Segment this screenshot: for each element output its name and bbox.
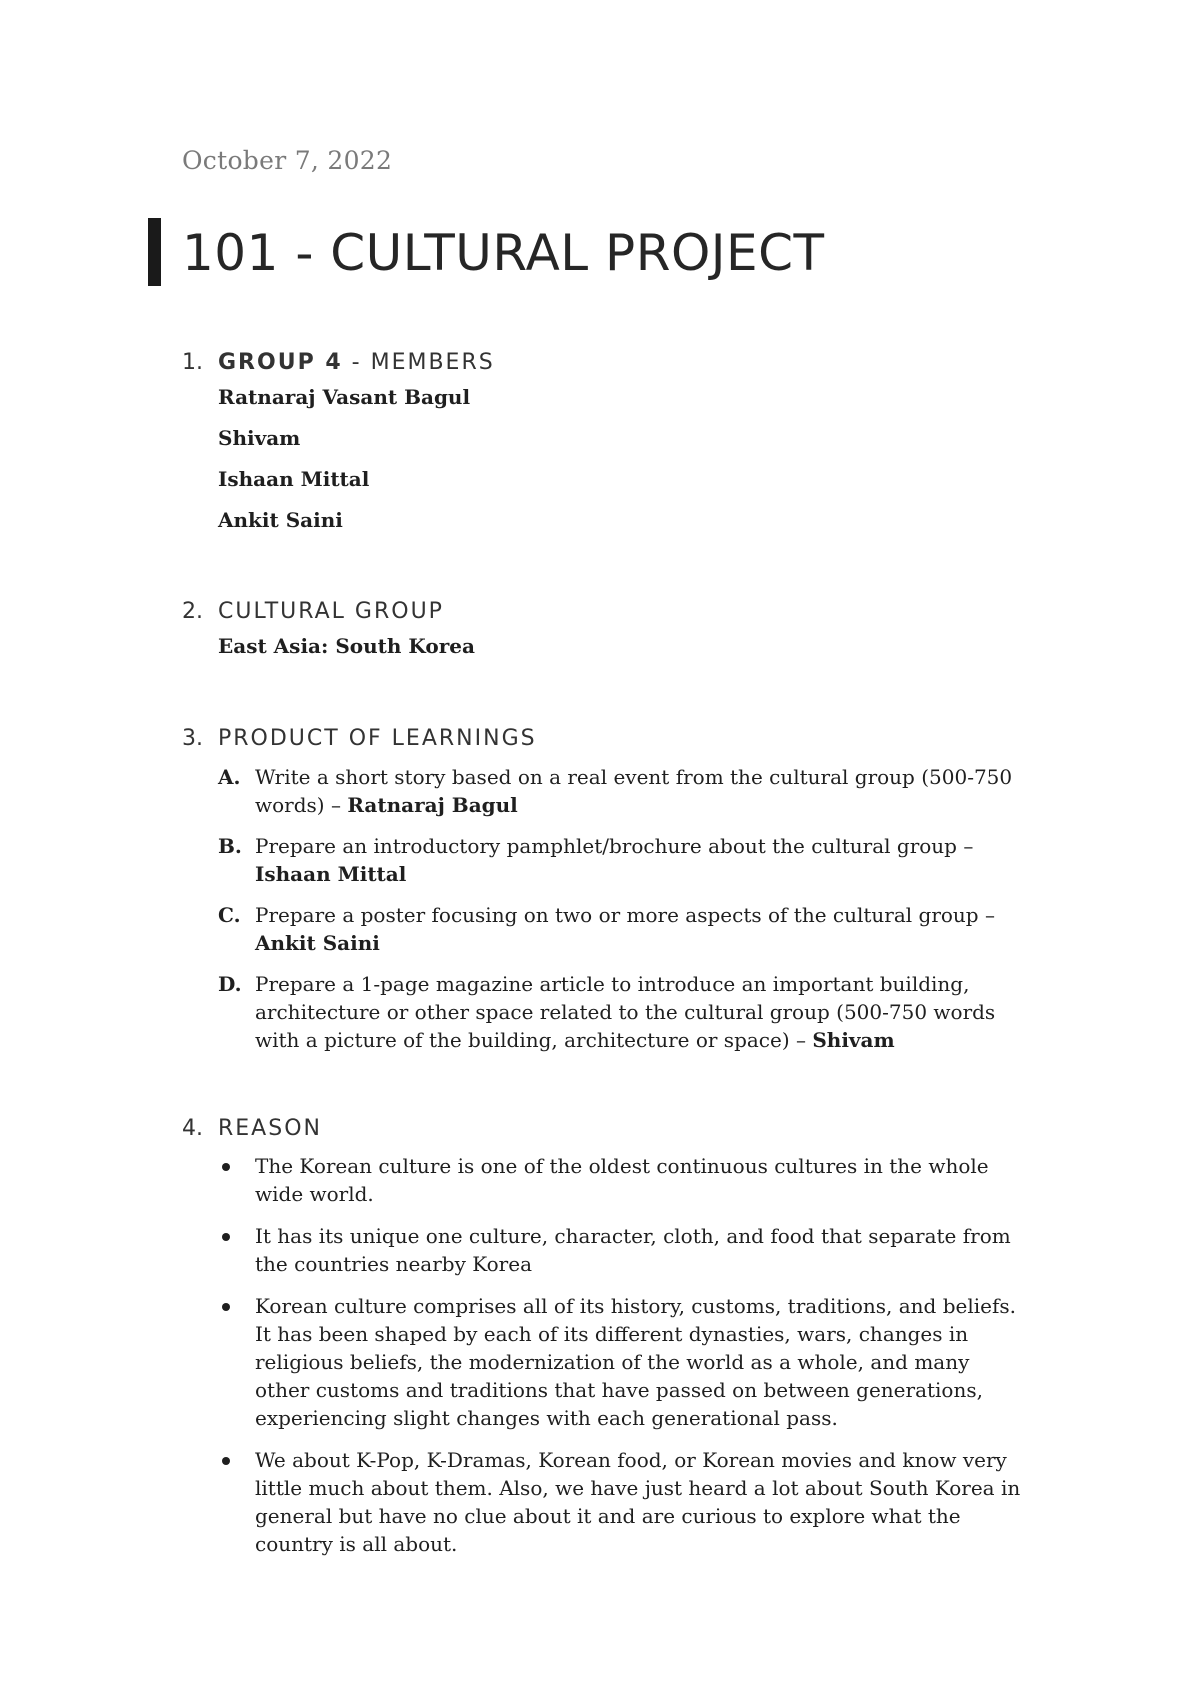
member-name: Ankit Saini bbox=[218, 508, 343, 532]
bullet-icon bbox=[222, 1233, 230, 1241]
section-number: 2. bbox=[182, 599, 203, 624]
heading-text: CULTURAL GROUP bbox=[218, 599, 444, 624]
section-heading bbox=[182, 348, 1042, 378]
section-reason bbox=[182, 1114, 1042, 1572]
bullet-text: Korean culture comprises all of its history, customs, traditions, and beliefs. It has been shaped by each of its different dynasties, wars, changes in religious beliefs, the modernization of the world as a whole, and many other customs and traditions that have passed on between generations, experiencing slight changes with each generational pass. bbox=[255, 1294, 1016, 1430]
reason-bullet bbox=[218, 1222, 1028, 1278]
bullet-icon bbox=[222, 1457, 230, 1465]
section-product-of-learnings bbox=[182, 724, 1042, 1067]
heading-rest: - MEMBERS bbox=[342, 350, 495, 375]
member-name: Shivam bbox=[218, 426, 301, 450]
learning-item bbox=[218, 832, 1028, 888]
title-accent-bar bbox=[148, 218, 161, 286]
learning-item bbox=[218, 763, 1028, 819]
heading-text: PRODUCT OF LEARNINGS bbox=[218, 726, 537, 751]
item-text: Prepare a 1-page magazine article to introduce an important building, architecture or other space related to the cultural group (500-750 words with a picture of the building, architecture or space) – bbox=[255, 972, 996, 1052]
item-text: Prepare an introductory pamphlet/brochure about the cultural group – bbox=[255, 834, 974, 858]
reason-bullet bbox=[218, 1446, 1028, 1558]
section-number: 3. bbox=[182, 726, 203, 751]
section-number: 1. bbox=[182, 350, 203, 375]
section-heading bbox=[182, 724, 1042, 754]
member-name: Ishaan Mittal bbox=[218, 467, 370, 491]
item-label: B. bbox=[218, 834, 242, 858]
reason-bullet bbox=[218, 1152, 1028, 1208]
bullet-text: The Korean culture is one of the oldest continuous cultures in the whole wide world. bbox=[255, 1154, 989, 1206]
section-group-members bbox=[182, 348, 1042, 541]
item-text: Write a short story based on a real event from the cultural group (500-750 words) – bbox=[255, 765, 1013, 817]
item-label: D. bbox=[218, 972, 242, 996]
page-title: 101 - CULTURAL PROJECT bbox=[182, 224, 825, 282]
document-date: October 7, 2022 bbox=[182, 146, 393, 175]
item-assignee: Shivam bbox=[812, 1028, 895, 1052]
section-heading bbox=[182, 1114, 1042, 1144]
section-heading bbox=[182, 597, 1042, 627]
heading-text: REASON bbox=[218, 1116, 322, 1141]
item-label: A. bbox=[218, 765, 241, 789]
reason-bullet bbox=[218, 1292, 1028, 1432]
section-number: 4. bbox=[182, 1116, 203, 1141]
item-assignee: Ankit Saini bbox=[255, 931, 380, 955]
learning-item bbox=[218, 970, 1028, 1054]
learning-item bbox=[218, 901, 1028, 957]
item-text: Prepare a poster focusing on two or more aspects of the cultural group – bbox=[255, 903, 995, 927]
member-name: Ratnaraj Vasant Bagul bbox=[218, 385, 471, 409]
item-label: C. bbox=[218, 903, 241, 927]
section-cultural-group bbox=[182, 597, 1042, 661]
group-label: GROUP 4 bbox=[218, 350, 343, 375]
bullet-icon bbox=[222, 1303, 230, 1311]
item-assignee: Ratnaraj Bagul bbox=[347, 793, 518, 817]
cultural-group-value: East Asia: South Korea bbox=[218, 634, 475, 658]
bullet-text: We about K-Pop, K-Dramas, Korean food, or Korean movies and know very little much about them. Also, we have just heard a lot about South Korea in general but have no clue about it and are curious to explore what the country is all about. bbox=[255, 1448, 1021, 1556]
bullet-text: It has its unique one culture, character, cloth, and food that separate from the countries nearby Korea bbox=[255, 1224, 1011, 1276]
bullet-icon bbox=[222, 1163, 230, 1171]
item-assignee: Ishaan Mittal bbox=[255, 862, 407, 886]
